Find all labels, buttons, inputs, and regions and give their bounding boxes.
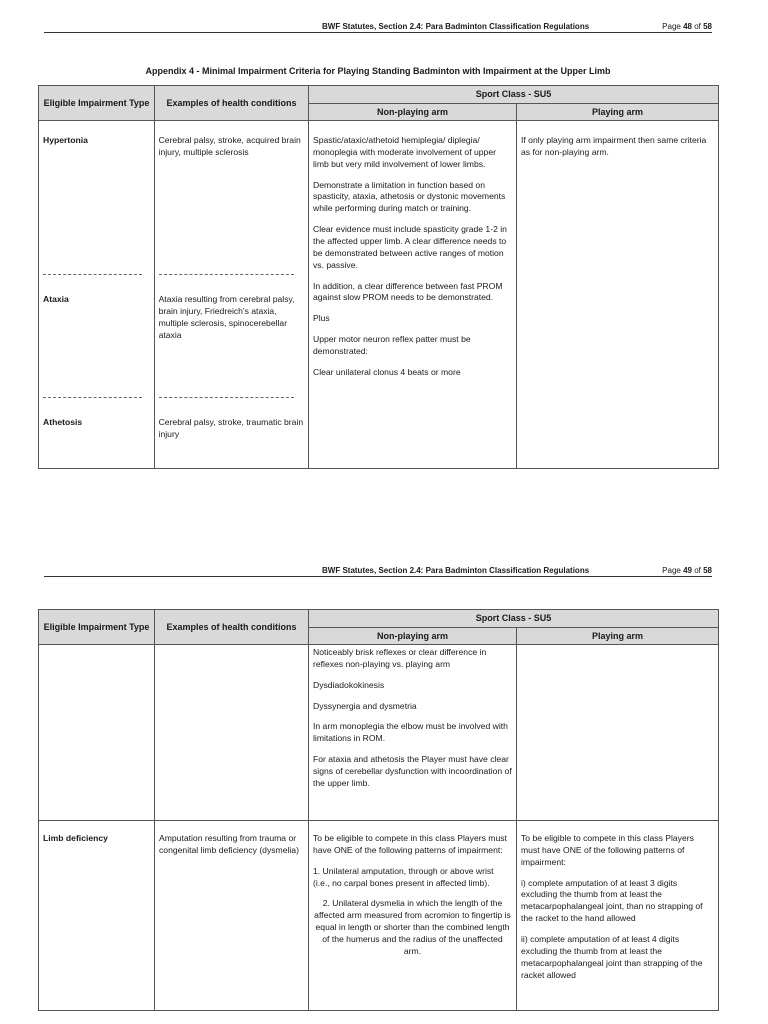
- criteria-paragraph: To be eligible to compete in this class Players must have ONE of the following patterns of impairment:: [313, 833, 507, 855]
- header-title: BWF Statutes, Section 2.4: Para Badminton Classification Regulations: [322, 22, 590, 31]
- limb-non-playing-criteria: [309, 821, 517, 1011]
- non-playing-criteria: [309, 121, 517, 469]
- header-playing-arm: Playing arm: [517, 104, 719, 121]
- examples-ataxia: Ataxia resulting from cerebral palsy, brain injury, Friedreich's ataxia, multiple sclerosis, spinocerebellar ataxia: [158, 294, 295, 340]
- header-impairment-type: Eligible Impairment Type: [39, 610, 155, 645]
- criteria-paragraph: i) complete amputation of at least 3 digits excluding the thumb from at least the metacarpophalangeal joint, than no strapping of the racket to the hand allowed: [521, 877, 703, 924]
- page-header-49: [44, 562, 712, 577]
- impairment-ataxia: Ataxia: [43, 294, 69, 304]
- continued-non-playing-criteria: [309, 645, 517, 821]
- impairment-limb-deficiency: Limb deficiency: [39, 821, 155, 1011]
- criteria-table-page-49: [38, 609, 719, 1011]
- header-non-playing-arm: Non-playing arm: [309, 104, 517, 121]
- header-impairment-type: Eligible Impairment Type: [39, 86, 155, 121]
- header-sport-class: Sport Class - SU5: [309, 86, 719, 104]
- header-sport-class: Sport Class - SU5: [309, 610, 719, 628]
- row-divider: [159, 274, 294, 275]
- playing-criteria: If only playing arm impairment then same criteria as for non-playing arm.: [517, 121, 719, 469]
- criteria-paragraph: 2. Unilateral dysmelia in which the length of the affected arm measured from acromion to fingertip is equal in length or shorter than the combined length of the humerus and the radius of the unaffected arm.: [314, 898, 511, 956]
- empty-cell: [155, 645, 309, 821]
- empty-cell: [39, 645, 155, 821]
- criteria-paragraph: For ataxia and athetosis the Player must have clear signs of cerebellar dysfunction with incoordination of the upper limb.: [313, 754, 512, 788]
- empty-cell: [517, 645, 719, 821]
- header-non-playing-arm: Non-playing arm: [309, 628, 517, 645]
- criteria-paragraph: Dyssynergia and dysmetria: [313, 700, 417, 711]
- appendix-title: Appendix 4 - Minimal Impairment Criteria for Playing Standing Badminton with Impairment at the Upper Limb: [145, 66, 611, 76]
- page-header-48: [44, 18, 712, 33]
- criteria-paragraph: Dysdiadokokinesis: [313, 679, 385, 690]
- criteria-paragraph: Clear evidence must include spasticity grade 1-2 in the affected upper limb. A clear difference needs to be demonstrated between active ranges of motion vs. passive.: [313, 224, 507, 270]
- limb-playing-criteria: [517, 821, 719, 1011]
- examples-athetosis: Cerebral palsy, stroke, traumatic brain injury: [158, 417, 304, 439]
- row-divider: [43, 274, 142, 275]
- criteria-table-page-48: [38, 85, 719, 469]
- examples-hypertonia: Cerebral palsy, stroke, acquired brain injury, multiple sclerosis: [158, 135, 301, 157]
- page-number: Page 48 of 58: [662, 22, 712, 31]
- criteria-paragraph: Upper motor neuron reflex patter must be demonstrated:: [313, 334, 471, 357]
- criteria-paragraph: In arm monoplegia the elbow must be involved with limitations in ROM.: [313, 721, 508, 744]
- row-divider: [159, 397, 294, 398]
- header-health-conditions: Examples of health conditions: [155, 86, 309, 121]
- impairment-hypertonia: Hypertonia: [43, 135, 88, 145]
- criteria-paragraph: To be eligible to compete in this class Players must have ONE of the following patterns of impairment:: [521, 833, 694, 867]
- criteria-paragraph: Spastic/ataxic/athetoid hemiplegia/ diplegia/ monoplegia with moderate involvement of upper limb but very mild involvement of lower limbs.: [313, 135, 496, 169]
- header-playing-arm: Playing arm: [517, 628, 719, 645]
- header-health-conditions: Examples of health conditions: [155, 610, 309, 645]
- impairment-column-group: [39, 121, 309, 469]
- examples-limb-deficiency: Amputation resulting from trauma or congenital limb deficiency (dysmelia): [155, 821, 309, 1011]
- criteria-paragraph: In addition, a clear difference between fast PROM against slow PROM needs to be demonstrated.: [313, 280, 503, 303]
- row-divider: [43, 397, 142, 398]
- criteria-paragraph: ii) complete amputation of at least 4 digits excluding the thumb from at least the metacarpophalangeal joint than strapping of the racket allowed: [521, 934, 703, 980]
- criteria-paragraph: Plus: [313, 313, 330, 324]
- criteria-paragraph: Demonstrate a limitation in function based on spasticity, ataxia, athetosis or dystonic movements while performing during match or training.: [313, 179, 506, 214]
- header-title: BWF Statutes, Section 2.4: Para Badminton Classification Regulations: [322, 566, 590, 575]
- impairment-athetosis: Athetosis: [43, 417, 83, 427]
- page-number: Page 49 of 58: [662, 566, 712, 575]
- criteria-paragraph: Clear unilateral clonus 4 beats or more: [313, 366, 461, 377]
- criteria-paragraph: 1. Unilateral amputation, through or above wrist (i.e., no carpal bones present in affected limb).: [313, 865, 494, 888]
- criteria-paragraph: Noticeably brisk reflexes or clear difference in reflexes non-playing vs. playing arm: [313, 647, 487, 669]
